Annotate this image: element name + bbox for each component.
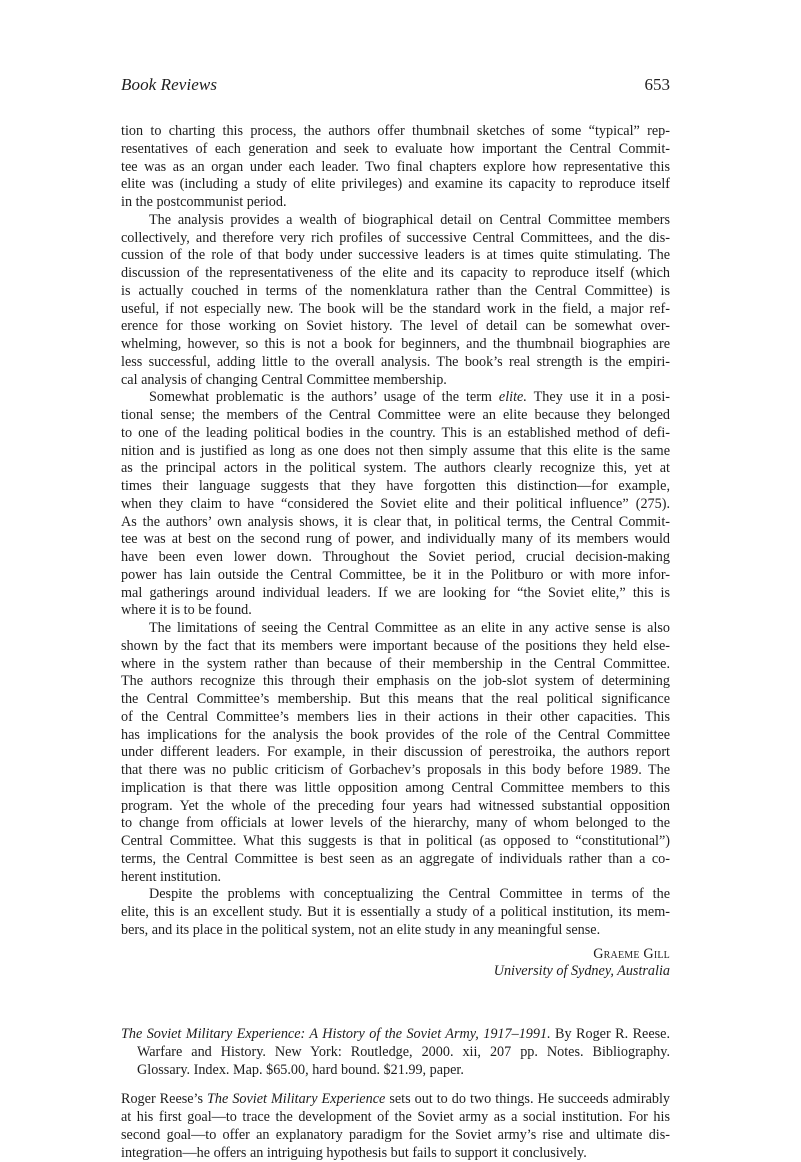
text-line: [121, 1091, 670, 1109]
text-line: tional sense; the members of the Central Committee were an elite because they belonged: [121, 407, 670, 425]
paragraph: [121, 212, 670, 390]
text-line: whelming, however, so this is not a book for beginners, and the thumbnail biographies are: [121, 336, 670, 354]
text-line: bers, and its place in the political system, not an elite study in any meaningful sense.: [121, 922, 670, 940]
section-title: Book Reviews: [121, 75, 217, 95]
text-line: integration—he offers an intriguing hypothesis but fails to support it conclusively.: [121, 1145, 670, 1162]
text-line: times their language suggests that they have forgotten this distinction—for example,: [121, 478, 670, 496]
text-line: useful, if not especially new. The book will be the standard work in the field, a major ref-: [121, 301, 670, 319]
text-line: tee was at best on the second rung of power, and individually many of its members would: [121, 531, 670, 549]
text-line: The limitations of seeing the Central Committee as an elite in any active sense is also: [121, 620, 670, 638]
text-line: that there was no public criticism of Gorbachev’s proposals in this body before 1989. The: [121, 762, 670, 780]
text-line: under different leaders. For example, in their discussion of perestroika, the authors report: [121, 744, 670, 762]
text-line: elite, this is an excellent study. But it is essentially a study of a political institution, its mem-: [121, 904, 670, 922]
paragraph: [121, 620, 670, 886]
text-run: By Roger R. Reese.: [551, 1026, 670, 1042]
text-line: to one of the leading political bodies in the country. This is an established method of defi-: [121, 425, 670, 443]
text-line: The analysis provides a wealth of biographical detail on Central Committee members: [121, 212, 670, 230]
text-line: as the principal actors in the political system. The authors clearly recognize this, yet at: [121, 460, 670, 478]
book-citation: [121, 1026, 670, 1079]
text-run: sets out to do two things. He succeeds admirably: [385, 1091, 670, 1107]
text-line: in the postcommunist period.: [121, 194, 670, 212]
text-line: herent institution.: [121, 869, 670, 887]
page-number: 653: [645, 75, 671, 95]
text-line: of the Central Committee’s members lies in their actions in their other capacities. This: [121, 709, 670, 727]
paragraph: [121, 123, 670, 212]
text-line: Despite the problems with conceptualizing the Central Committee in terms of the: [121, 886, 670, 904]
text-line: Glossary. Index. Map. $65.00, hard bound. $21.99, paper.: [121, 1062, 670, 1080]
text-line: where it is to be found.: [121, 602, 670, 620]
text-line: to change from officials at lower levels of the hierarchy, many of whom belonged to the: [121, 815, 670, 833]
text-line: the Central Committee’s membership. But this means that the real political significance: [121, 691, 670, 709]
text-line: when they claim to have “considered the Soviet elite and their political influence” (275).: [121, 496, 670, 514]
text-line: terms, the Central Committee is best seen as an aggregate of individuals rather than a co-: [121, 851, 670, 869]
text-line: tee was as an organ under each leader. Two final chapters explore how representative this: [121, 159, 670, 177]
running-head: [121, 75, 670, 99]
paragraph: [121, 886, 670, 939]
text-line: where in the system rather than because of their membership in the Central Committee.: [121, 656, 670, 674]
text-run: Roger Reese’s: [121, 1091, 207, 1107]
text-line: elite was (including a study of elite privileges) and examine its capacity to reproduce itself: [121, 176, 670, 194]
book-title-inline: The Soviet Military Experience: [207, 1091, 385, 1107]
text-line: program. Yet the whole of the preceding four years had witnessed substantial opposition: [121, 798, 670, 816]
text-line: shown by the fact that its members were important because of the positions they held else-: [121, 638, 670, 656]
text-line: collectively, and therefore very rich profiles of successive Central Committees, and the dis-: [121, 230, 670, 248]
text-line: cal analysis of changing Central Committee membership.: [121, 372, 670, 390]
text-line: discussion of the representativeness of the elite and its capacity to reproduce itself (which: [121, 265, 670, 283]
text-line: Central Committee. What this suggests is that in political (as opposed to “constitutional”): [121, 833, 670, 851]
text-line: is actually couched in terms of the nomenklatura rather than the Central Committee) is: [121, 283, 670, 301]
text-line: tion to charting this process, the authors offer thumbnail sketches of some “typical” rep-: [121, 123, 670, 141]
text-line: has implications for the analysis the book provides of the role of the Central Committee: [121, 727, 670, 745]
text-line: have been even lower down. Throughout the Soviet period, crucial decision-making: [121, 549, 670, 567]
text-line: Warfare and History. New York: Routledge, 2000. xii, 207 pp. Notes. Bibliography.: [121, 1044, 670, 1062]
text-run: They use it in a posi-: [527, 389, 670, 405]
text-line: As the authors’ own analysis shows, it is clear that, in political terms, the Central Commit-: [121, 514, 670, 532]
text-line: erence for those working on Soviet history. The level of detail can be somewhat over-: [121, 318, 670, 336]
elite-term: elite.: [499, 389, 527, 405]
article-body: [121, 123, 670, 1162]
text-line: [121, 389, 670, 407]
text-line: second goal—to offer an explanatory paradigm for the Soviet army’s rise and ultimate dis-: [121, 1127, 670, 1145]
reviewer-affiliation: [121, 963, 670, 981]
text-line: at his first goal—to trace the development of the Soviet army as a social institution. For his: [121, 1109, 670, 1127]
text-line: nition and is justified as long as one does not then simply assume that this elite is the same: [121, 443, 670, 461]
text-line: mal gatherings around individual leaders. If we are looking for “the Soviet elite,” this is: [121, 585, 670, 603]
paragraph: [121, 389, 670, 620]
text-line: less successful, adding little to the overall analysis. The book’s real strength is the empiri-: [121, 354, 670, 372]
text-line: cussion of the role of that body under successive leaders is at times quite stimulating. The: [121, 247, 670, 265]
reviewer-signature: [121, 946, 670, 982]
text-line: resentatives of each generation and seek to evaluate how important the Central Commit-: [121, 141, 670, 159]
text-line: The authors recognize this through their emphasis on the job-slot system of determining: [121, 673, 670, 691]
text-line: power has lain outside the Central Committee, be it in the Politburo or with more infor-: [121, 567, 670, 585]
text-line: implication is that there was little opposition among Central Committee members to this: [121, 780, 670, 798]
reviewer-name: Graeme Gill: [121, 946, 670, 964]
book-title: The Soviet Military Experience: A History of the Soviet Army, 1917–1991.: [121, 1026, 551, 1042]
text-run: Somewhat problematic is the authors’ usage of the term: [149, 389, 499, 405]
paragraph: [121, 1091, 670, 1162]
text-line: [121, 1026, 670, 1044]
affiliation-text: University of Sydney, Australia: [494, 963, 670, 979]
